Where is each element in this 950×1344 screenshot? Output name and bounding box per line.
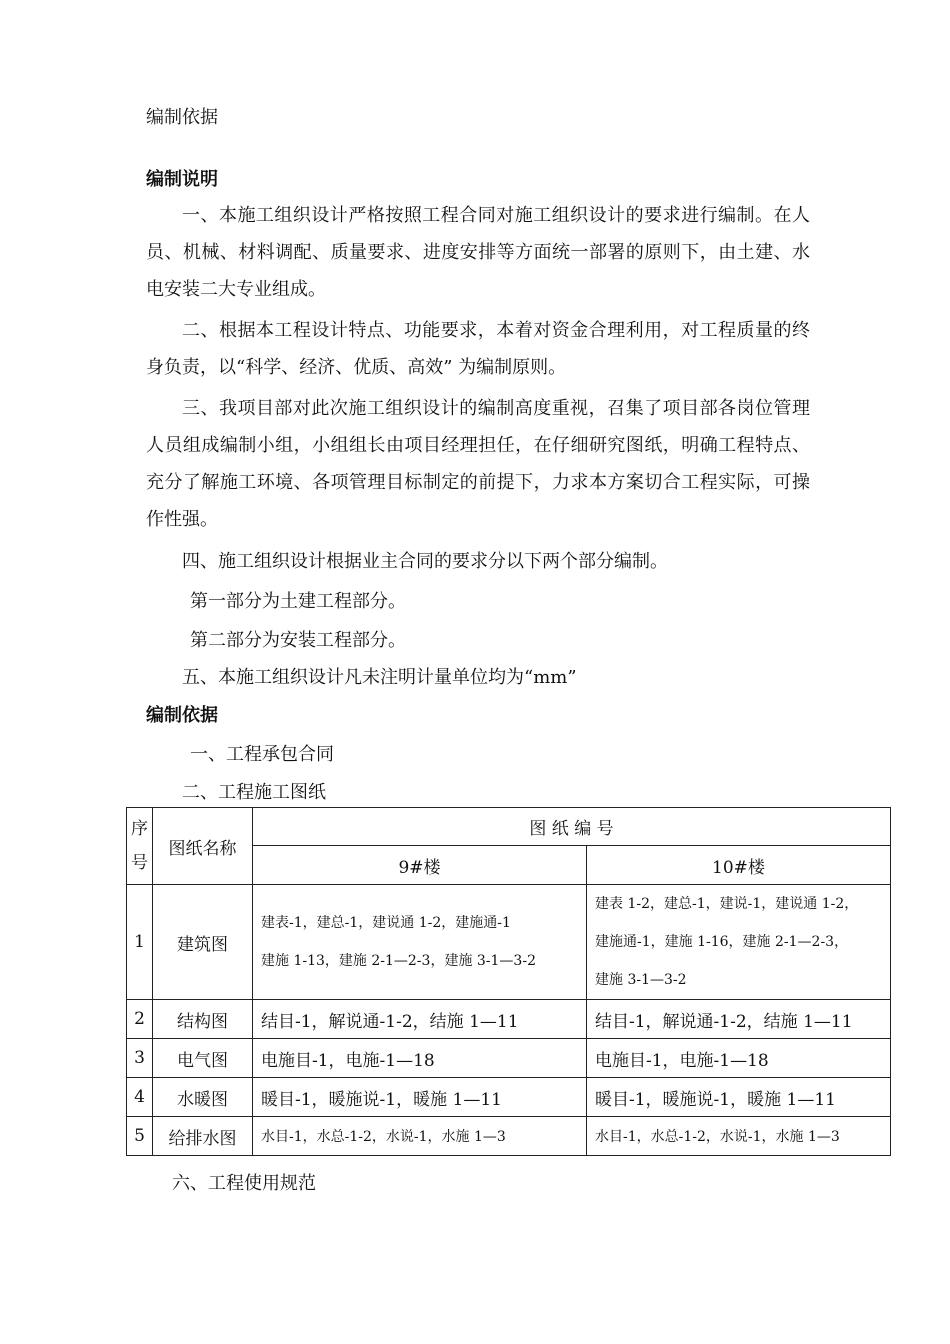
row-building-9-numbers: 电施目-1，电施-1—18: [253, 1039, 587, 1078]
table-row: [127, 1039, 891, 1078]
row-line: 建施 3-1—3-2: [595, 972, 687, 988]
row-drawing-name: 电气图: [153, 1039, 253, 1078]
row-number: 3: [127, 1039, 153, 1078]
table-row: [127, 1078, 891, 1117]
row-line: 建施 1-13，建施 2-1—2-3，建施 3-1—3-2: [261, 953, 536, 969]
row-building-10-numbers: 电施目-1，电施-1—18: [587, 1039, 891, 1078]
paragraph-2: 二、根据本工程设计特点、功能要求，本着对资金合理利用，对工程质量的终身负责，以“科学、经济、优质、高效” 为编制原则。: [146, 320, 810, 378]
paragraph-4-part-1: 第一部分为土建工程部分。: [190, 591, 406, 612]
document-top-title: 编制依据: [146, 107, 218, 128]
row-drawing-name: 建筑图: [153, 885, 253, 1000]
row-building-10-numbers: [587, 885, 891, 1000]
row-number: 2: [127, 1000, 153, 1039]
table-row: [127, 1117, 891, 1156]
paragraph-1: 一、本施工组织设计严格按照工程合同对施工组织设计的要求进行编制。在人员、机械、材料调配、质量要求、进度安排等方面统一部署的原则下，由土建、水电安装二大专业组成。: [146, 205, 810, 300]
row-drawing-name: 结构图: [153, 1000, 253, 1039]
row-building-9-numbers: 结目-1，解说通-1-2，结施 1—11: [253, 1000, 587, 1039]
header-drawing-name: 图纸名称: [153, 808, 253, 885]
table-row: [127, 1000, 891, 1039]
section-heading-basis: 编制依据: [146, 705, 218, 726]
row-building-10-numbers: 结目-1，解说通-1-2，结施 1—11: [587, 1000, 891, 1039]
basis-item-1: 一、工程承包合同: [190, 744, 334, 765]
paragraph-5: 五、本施工组织设计凡未注明计量单位均为“mm”: [182, 667, 577, 688]
header-building-9: 9#楼: [253, 846, 587, 885]
header-drawing-numbers: 图 纸 编 号: [253, 808, 891, 846]
row-building-10-numbers: 暖目-1，暖施说-1，暖施 1—11: [587, 1078, 891, 1117]
paragraph-4-part-2: 第二部分为安装工程部分。: [190, 630, 406, 651]
row-number: 4: [127, 1078, 153, 1117]
header-serial-number: 序号: [127, 808, 153, 885]
row-drawing-name: 水暖图: [153, 1078, 253, 1117]
basis-item-2: 二、工程施工图纸: [182, 782, 326, 803]
paragraph-4: 四、施工组织设计根据业主合同的要求分以下两个部分编制。: [182, 551, 668, 572]
row-line: 建表 1-2，建总-1，建说-1，建说通 1-2，: [595, 896, 859, 912]
row-number: 5: [127, 1117, 153, 1156]
row-drawing-name: 给排水图: [153, 1117, 253, 1156]
section-heading-explanation: 编制说明: [146, 169, 218, 190]
row-line: 建表-1，建总-1，建说通 1-2，建施通-1: [261, 915, 511, 931]
drawings-table: [126, 807, 891, 1156]
basis-item-6: 六、工程使用规范: [172, 1173, 316, 1194]
row-number: 1: [127, 885, 153, 1000]
row-line: 建施通-1，建施 1-16，建施 2-1—2-3，: [595, 934, 849, 950]
row-building-9-numbers: [253, 885, 587, 1000]
row-building-10-numbers: 水目-1，水总-1-2，水说-1，水施 1—3: [587, 1117, 891, 1156]
paragraph-3: 三、我项目部对此次施工组织设计的编制高度重视，召集了项目部各岗位管理人员组成编制小组，小组组长由项目经理担任，在仔细研究图纸，明确工程特点、充分了解施工环境、各项管理目标制定的前提下，力求本方案切合工程实际，可操作性强。: [146, 398, 810, 530]
row-building-9-numbers: 暖目-1，暖施说-1，暖施 1—11: [253, 1078, 587, 1117]
row-building-9-numbers: 水目-1，水总-1-2，水说-1，水施 1—3: [253, 1117, 587, 1156]
header-building-10: 10#楼: [587, 846, 891, 885]
table-row: [127, 885, 891, 1000]
